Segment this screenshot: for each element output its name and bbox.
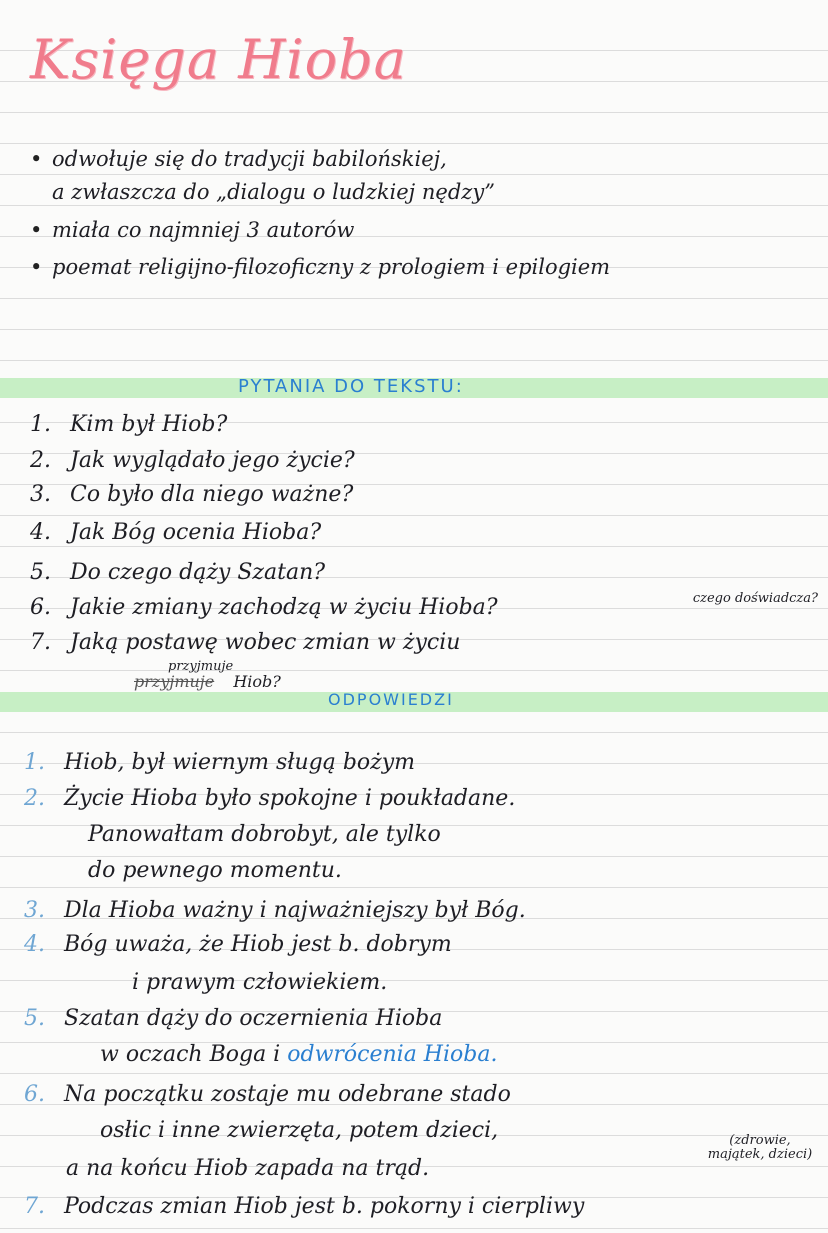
intro-bullet-1-cont: a zwłaszcza do „dialogu o ludzkiej nędzy” xyxy=(52,180,495,204)
answer-line: 2. Życie Hioba było spokojne i poukładane. xyxy=(24,786,516,811)
bullet-dot: • xyxy=(30,147,43,171)
answer-line: a na końcu Hiob zapada na trąd. xyxy=(66,1156,430,1181)
question-4: 4. Jak Bóg ocenia Hioba? xyxy=(30,520,322,545)
answer-line: osłic i inne zwierzęta, potem dzieci, xyxy=(100,1118,499,1143)
answer-line: w oczach Boga i odwrócenia Hioba. xyxy=(100,1042,498,1067)
bullet-dot: • xyxy=(30,218,43,242)
page-title: Księga Hioba xyxy=(30,28,407,91)
answer-line: Panowałtam dobrobyt, ale tylko xyxy=(88,822,441,847)
answer-line: 7. Podczas zmian Hiob jest b. pokorny i cierpliwy xyxy=(24,1194,585,1219)
answer-line: 1. Hiob, był wiernym sługą bożym xyxy=(24,750,416,775)
questions-heading: PYTANIA DO TEKSTU: xyxy=(238,376,464,397)
answer-line: 5. Szatan dąży do oczernienia Hioba xyxy=(24,1006,443,1031)
bullet-dot: • xyxy=(30,255,43,279)
answer-line: 6. Na początku zostaje mu odebrane stado xyxy=(24,1082,511,1107)
answer-line: do pewnego momentu. xyxy=(88,858,342,883)
question-1: 1. Kim był Hiob? xyxy=(30,412,228,437)
question-2: 2. Jak wyglądało jego życie? xyxy=(30,448,355,473)
intro-bullet-3: • poemat religijno-filozoficzny z prologiem i epilogiem xyxy=(30,255,611,279)
answer-line: i prawym człowiekiem. xyxy=(132,970,388,995)
intro-bullet-2: • miała co najmniej 3 autorów xyxy=(30,218,355,242)
question-5: 5. Do czego dąży Szatan? xyxy=(30,560,326,585)
question-6: 6. Jakie zmiany zachodzą w życiu Hioba? xyxy=(30,595,498,620)
question-7: 7. Jaką postawę wobec zmian w życiu xyxy=(30,630,461,655)
answer-6-note: (zdrowie, majątek, dzieci) xyxy=(707,1133,813,1162)
question-7-correction: przyjmuje xyxy=(168,659,234,674)
answers-heading: ODPOWIEDZI xyxy=(328,690,454,709)
answer-line: 3. Dla Hioba ważny i najważniejszy był Bóg. xyxy=(24,898,526,923)
intro-bullet-1: • odwołuje się do tradycji babilońskiej, xyxy=(30,147,447,171)
question-3: 3. Co było dla niego ważne? xyxy=(30,482,354,507)
question-7-line2: przyjmuje Hiob? xyxy=(134,672,281,691)
question-6-note: czego doświadcza? xyxy=(692,591,818,606)
answer-line: 4. Bóg uważa, że Hiob jest b. dobrym xyxy=(24,932,452,957)
